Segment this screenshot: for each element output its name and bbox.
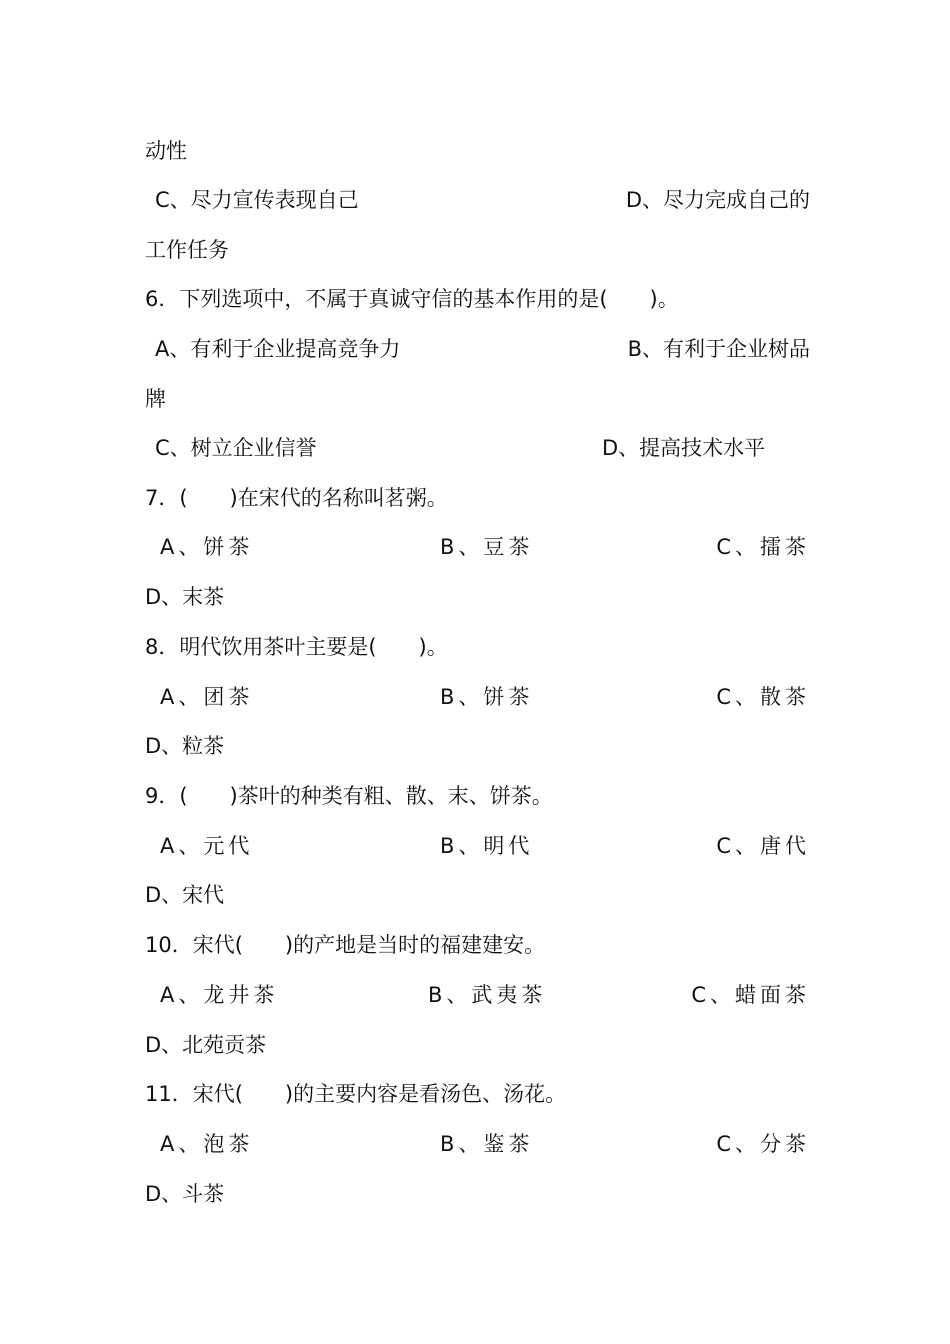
text-line: D、宋代: [145, 883, 225, 907]
option-c: C、尽力宣传表现自己: [155, 188, 359, 212]
option-a: A、龙井茶: [160, 983, 279, 1007]
option-row: [145, 433, 810, 463]
option-b: B、豆茶: [440, 535, 534, 559]
question-8: 8．明代饮用茶叶主要是( )。: [145, 635, 448, 659]
option-c: C、分茶: [716, 1132, 810, 1156]
option-c: C、擂茶: [716, 535, 810, 559]
text-line: 工作任务: [145, 238, 229, 262]
option-d: D、尽力完成自己的: [625, 188, 810, 212]
question-7: 7．( )在宋代的名称叫茗粥。: [145, 486, 448, 510]
option-c: C、树立企业信誉: [155, 436, 317, 460]
option-row: [145, 532, 810, 562]
text-line: D、北苑贡茶: [145, 1033, 267, 1057]
option-row: [145, 980, 810, 1010]
text-line: 动性: [145, 139, 187, 163]
text-line: D、粒茶: [145, 734, 225, 758]
option-b: B、有利于企业树品: [627, 337, 810, 361]
option-b: B、鉴茶: [440, 1132, 534, 1156]
option-row: [145, 831, 810, 861]
option-row: [145, 1129, 810, 1159]
question-10: 10．宋代( )的产地是当时的福建建安。: [145, 933, 546, 957]
option-b: B、饼茶: [440, 685, 534, 709]
option-c: C、蜡面茶: [691, 983, 810, 1007]
option-a: A、饼茶: [160, 535, 254, 559]
question-6: 6．下列选项中，不属于真诚守信的基本作用的是( )。: [145, 287, 679, 311]
option-a: A、有利于企业提高竞争力: [155, 337, 401, 361]
option-c: C、唐代: [716, 834, 810, 858]
option-a: A、元代: [160, 834, 254, 858]
text-line: D、末茶: [145, 585, 225, 609]
question-9: 9．( )茶叶的种类有粗、散、末、饼茶。: [145, 784, 553, 808]
option-row: [145, 185, 810, 215]
option-c: C、散茶: [716, 685, 810, 709]
text-line: 牌: [145, 387, 166, 411]
option-b: B、武夷茶: [428, 983, 547, 1007]
option-d: D、提高技术水平: [602, 436, 766, 460]
question-11: 11．宋代( )的主要内容是看汤色、汤花。: [145, 1082, 567, 1106]
option-a: A、泡茶: [160, 1132, 254, 1156]
option-row: [145, 334, 810, 364]
option-b: B、明代: [440, 834, 534, 858]
option-a: A、团茶: [160, 685, 254, 709]
text-line: D、斗茶: [145, 1182, 225, 1206]
option-row: [145, 682, 810, 712]
